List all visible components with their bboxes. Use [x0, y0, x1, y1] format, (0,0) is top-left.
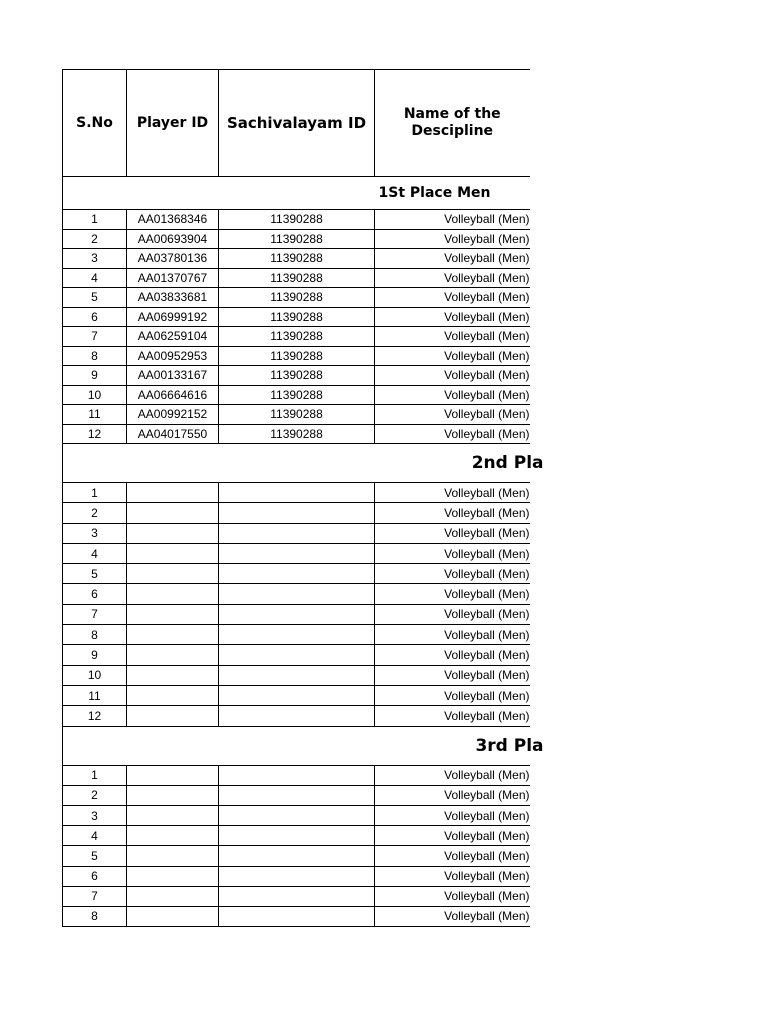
player-id-cell [127, 685, 219, 705]
discipline-cell: Volleyball (Men) [375, 584, 530, 604]
table-row [63, 503, 530, 523]
table-row [63, 424, 530, 444]
sno-cell: 6 [63, 866, 127, 886]
discipline-cell: Volleyball (Men) [375, 405, 530, 425]
section-title: 1St Place Men [378, 185, 491, 201]
section-spacer [63, 726, 375, 765]
sachivalayam-id-cell [219, 785, 375, 805]
sachivalayam-id-cell: 11390288 [219, 268, 375, 288]
sno-cell: 11 [63, 685, 127, 705]
table-row [63, 866, 530, 886]
discipline-cell: Volleyball (Men) [375, 523, 530, 543]
discipline-cell: Volleyball (Men) [375, 327, 530, 347]
sno-cell: 3 [63, 523, 127, 543]
table-row [63, 366, 530, 386]
player-id-cell: AA00693904 [127, 229, 219, 249]
section-header-row [63, 444, 530, 483]
discipline-cell: Volleyball (Men) [375, 385, 530, 405]
table-row [63, 765, 530, 785]
sachivalayam-id-cell: 11390288 [219, 346, 375, 366]
sno-cell: 10 [63, 665, 127, 685]
sno-cell: 7 [63, 604, 127, 624]
sno-cell: 5 [63, 288, 127, 308]
sno-cell: 12 [63, 706, 127, 726]
sno-cell: 11 [63, 405, 127, 425]
sachivalayam-id-cell: 11390288 [219, 307, 375, 327]
player-id-cell [127, 906, 219, 926]
section-header-row [63, 726, 530, 765]
sachivalayam-id-cell [219, 906, 375, 926]
discipline-cell: Volleyball (Men) [375, 366, 530, 386]
table-row [63, 665, 530, 685]
player-id-cell [127, 846, 219, 866]
discipline-cell: Volleyball (Men) [375, 665, 530, 685]
sno-cell: 5 [63, 846, 127, 866]
sachivalayam-id-cell: 11390288 [219, 424, 375, 444]
player-id-cell [127, 826, 219, 846]
sachivalayam-id-cell [219, 685, 375, 705]
discipline-cell: Volleyball (Men) [375, 866, 530, 886]
player-id-cell: AA06259104 [127, 327, 219, 347]
sachivalayam-id-cell [219, 625, 375, 645]
table-row [63, 405, 530, 425]
discipline-cell: Volleyball (Men) [375, 625, 530, 645]
player-id-cell: AA00133167 [127, 366, 219, 386]
sachivalayam-id-cell: 11390288 [219, 366, 375, 386]
discipline-cell: Volleyball (Men) [375, 229, 530, 249]
table-row [63, 229, 530, 249]
sachivalayam-id-cell [219, 483, 375, 503]
sno-cell: 10 [63, 385, 127, 405]
sno-cell: 4 [63, 826, 127, 846]
sno-cell: 8 [63, 906, 127, 926]
table-row [63, 785, 530, 805]
table-row [63, 268, 530, 288]
sachivalayam-id-cell [219, 584, 375, 604]
player-id-cell [127, 765, 219, 785]
sno-cell: 1 [63, 483, 127, 503]
player-id-cell: AA04017550 [127, 424, 219, 444]
header-sno: S.No [63, 70, 127, 177]
table-row [63, 346, 530, 366]
sachivalayam-id-cell [219, 564, 375, 584]
discipline-cell: Volleyball (Men) [375, 424, 530, 444]
sno-cell: 12 [63, 424, 127, 444]
sachivalayam-id-cell: 11390288 [219, 229, 375, 249]
table-row [63, 385, 530, 405]
table-row [63, 625, 530, 645]
discipline-cell: Volleyball (Men) [375, 307, 530, 327]
sachivalayam-id-cell: 11390288 [219, 385, 375, 405]
sno-cell: 3 [63, 249, 127, 269]
player-id-cell [127, 886, 219, 906]
table-row [63, 307, 530, 327]
player-id-cell: AA00992152 [127, 405, 219, 425]
discipline-cell: Volleyball (Men) [375, 645, 530, 665]
sno-cell: 8 [63, 625, 127, 645]
player-id-cell [127, 604, 219, 624]
sno-cell: 9 [63, 366, 127, 386]
sachivalayam-id-cell [219, 665, 375, 685]
sachivalayam-id-cell: 11390288 [219, 249, 375, 269]
table-row [63, 210, 530, 230]
player-id-cell [127, 523, 219, 543]
sachivalayam-id-cell [219, 805, 375, 825]
discipline-cell: Volleyball (Men) [375, 785, 530, 805]
player-id-cell [127, 503, 219, 523]
header-sachivalayam-id: Sachivalayam ID [219, 70, 375, 177]
sachivalayam-id-cell: 11390288 [219, 405, 375, 425]
player-id-cell [127, 564, 219, 584]
table-row [63, 604, 530, 624]
player-id-cell [127, 805, 219, 825]
table-row [63, 523, 530, 543]
discipline-cell: Volleyball (Men) [375, 805, 530, 825]
sachivalayam-id-cell: 11390288 [219, 288, 375, 308]
discipline-cell: Volleyball (Men) [375, 503, 530, 523]
sachivalayam-id-cell [219, 523, 375, 543]
player-id-cell: AA06999192 [127, 307, 219, 327]
player-id-cell [127, 665, 219, 685]
player-id-cell: AA03833681 [127, 288, 219, 308]
section-title-cell [375, 444, 544, 483]
sno-cell: 2 [63, 785, 127, 805]
table-row [63, 564, 530, 584]
discipline-cell: Volleyball (Men) [375, 706, 530, 726]
header-row [63, 70, 530, 177]
table-row [63, 826, 530, 846]
discipline-cell: Volleyball (Men) [375, 564, 530, 584]
sno-cell: 4 [63, 268, 127, 288]
discipline-cell: Volleyball (Men) [375, 846, 530, 866]
table-row [63, 543, 530, 563]
player-id-cell [127, 543, 219, 563]
sno-cell: 2 [63, 229, 127, 249]
sno-cell: 2 [63, 503, 127, 523]
discipline-cell: Volleyball (Men) [375, 906, 530, 926]
header-player-id: Player ID [127, 70, 219, 177]
discipline-cell: Volleyball (Men) [375, 210, 530, 230]
table-row [63, 249, 530, 269]
sachivalayam-id-cell [219, 604, 375, 624]
discipline-cell: Volleyball (Men) [375, 483, 530, 503]
sachivalayam-id-cell [219, 765, 375, 785]
sno-cell: 7 [63, 886, 127, 906]
table-row [63, 645, 530, 665]
player-id-cell [127, 645, 219, 665]
section-title: 3rd Pla [475, 735, 544, 756]
sno-cell: 8 [63, 346, 127, 366]
sno-cell: 9 [63, 645, 127, 665]
discipline-cell: Volleyball (Men) [375, 268, 530, 288]
sachivalayam-id-cell [219, 866, 375, 886]
section-spacer [63, 177, 375, 210]
player-id-cell [127, 706, 219, 726]
section-spacer [63, 444, 375, 483]
table-row [63, 327, 530, 347]
sno-cell: 3 [63, 805, 127, 825]
table-row [63, 886, 530, 906]
sno-cell: 6 [63, 584, 127, 604]
sachivalayam-id-cell: 11390288 [219, 210, 375, 230]
header-discipline: Name of the Descipline [375, 70, 530, 177]
sno-cell: 5 [63, 564, 127, 584]
section-title: 2nd Pla [471, 453, 544, 473]
player-id-cell [127, 785, 219, 805]
table-row [63, 846, 530, 866]
sno-cell: 4 [63, 543, 127, 563]
sno-cell: 6 [63, 307, 127, 327]
player-id-cell: AA01368346 [127, 210, 219, 230]
sachivalayam-id-cell [219, 826, 375, 846]
discipline-cell: Volleyball (Men) [375, 826, 530, 846]
sachivalayam-id-cell [219, 645, 375, 665]
player-id-cell: AA01370767 [127, 268, 219, 288]
player-id-cell [127, 866, 219, 886]
table-row [63, 706, 530, 726]
sachivalayam-id-cell [219, 543, 375, 563]
table-row [63, 685, 530, 705]
discipline-cell: Volleyball (Men) [375, 765, 530, 785]
player-id-cell: AA06664616 [127, 385, 219, 405]
section-header-row [63, 177, 530, 210]
discipline-cell: Volleyball (Men) [375, 288, 530, 308]
discipline-cell: Volleyball (Men) [375, 685, 530, 705]
player-id-cell [127, 584, 219, 604]
sachivalayam-id-cell [219, 503, 375, 523]
player-table [62, 69, 544, 927]
sachivalayam-id-cell [219, 886, 375, 906]
section-title-cell [375, 726, 544, 765]
player-id-cell: AA00952953 [127, 346, 219, 366]
sachivalayam-id-cell [219, 706, 375, 726]
player-id-cell [127, 483, 219, 503]
discipline-cell: Volleyball (Men) [375, 886, 530, 906]
discipline-cell: Volleyball (Men) [375, 249, 530, 269]
section-title-cell [375, 177, 530, 210]
player-id-cell [127, 625, 219, 645]
sachivalayam-id-cell: 11390288 [219, 327, 375, 347]
discipline-cell: Volleyball (Men) [375, 604, 530, 624]
discipline-cell: Volleyball (Men) [375, 543, 530, 563]
sno-cell: 7 [63, 327, 127, 347]
sno-cell: 1 [63, 765, 127, 785]
table-row [63, 483, 530, 503]
table-row [63, 288, 530, 308]
discipline-cell: Volleyball (Men) [375, 346, 530, 366]
sachivalayam-id-cell [219, 846, 375, 866]
table-row [63, 906, 530, 926]
table-row [63, 584, 530, 604]
sno-cell: 1 [63, 210, 127, 230]
table-body [63, 177, 544, 927]
table-row [63, 805, 530, 825]
player-id-cell: AA03780136 [127, 249, 219, 269]
